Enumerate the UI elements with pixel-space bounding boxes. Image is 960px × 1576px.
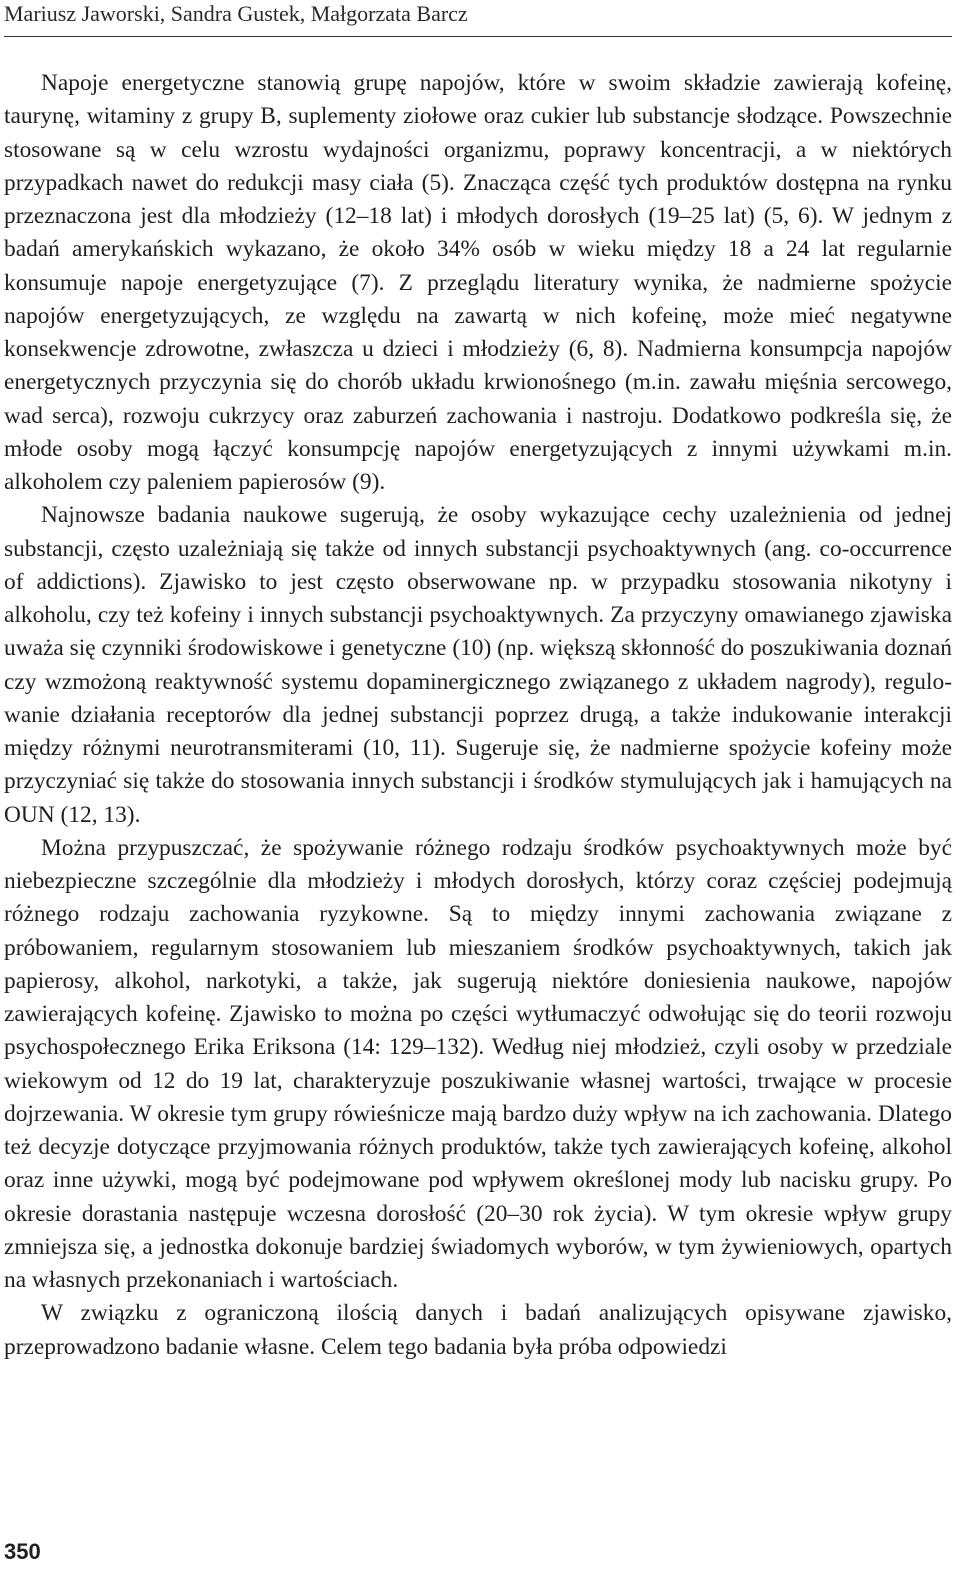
paragraph: Najnowsze badania naukowe sugerują, że osoby wykazujące cechy uzależnienia od jednej substancji, często uzależniają się także od innych substancji psychoaktywnych (ang. co-occurrence of addictions). Zjawisko to jest często obserwowane np. w przypadku stosowania nikotyny i alkoholu, czy też kofeiny i innych substancji psychoaktywnych. Za przyczyny omawianego zjawiska uważa się czynniki środowiskowe i genetyczne (10) (np. większą skłonność do poszukiwania doznań czy wzmożoną reaktywność systemu dopaminergicznego związanego z układem nagrody), regulowanie działania receptorów dla jednej substancji poprzez drugą, a także indukowanie interakcji między różnymi neurotransmiterami (10, 11). Sugeruje się, że nadmierne spożycie kofeiny może przyczyniać się także do stosowania innych substancji i środków stymulujących jak i hamujących na OUN (12, 13). bbox=[4, 502, 952, 828]
paragraph: W związku z ograniczoną ilością danych i badań analizujących opisywane zjawisko, przeprowadzono badanie własne. Celem tego badania była próba odpowiedzi bbox=[4, 1300, 952, 1360]
paragraph: Napoje energetyczne stanowią grupę napojów, które w swoim składzie zawierają kofeinę, taurynę, witaminy z grupy B, suplementy ziołowe oraz cukier lub substancje słodzące. Powszechnie stosowane są w celu wzrostu wydajności organizmu, poprawy koncentracji, a w niektórych przypadkach nawet do redukcji masy ciała (5). Znacząca część tych produktów dostępna na rynku przeznaczona jest dla młodzieży (12–18 lat) i młodych dorosłych (19–25 lat) (5, 6). W jednym z badań amerykańskich wykazano, że około 34% osób w wieku między 18 a 24 lat regularnie konsumuje napoje energetyzujące (7). Z przeglądu literatury wynika, że nadmierne spożycie napojów energetyzujących, ze względu na zawartą w nich kofeinę, może mieć negatywne konsekwencje zdrowotne, zwłaszcza u dzieci i młodzieży (6, 8). Nadmierna konsumpcja napojów energetycznych przyczynia się do chorób układu krwionośnego (m.in. zawału mięśnia sercowego, wad serca), rozwoju cukrzycy oraz zaburzeń zachowania i nastroju. Dodatkowo podkreśla się, że młode osoby mogą łączyć konsumpcję napojów energetyzujących z innymi używkami m.in. alkoholem czy paleniem papierosów (9). bbox=[4, 70, 952, 495]
page-number: 350 bbox=[4, 1539, 41, 1564]
running-head-authors: Mariusz Jaworski, Sandra Gustek, Małgorzata Barcz bbox=[4, 1, 468, 26]
header-rule bbox=[4, 36, 952, 37]
paragraph: Można przypuszczać, że spożywanie różnego rodzaju środków psychoaktywnych może być niebezpieczne szczególnie dla młodzieży i młodych dorosłych, którzy coraz częściej podejmują różnego rodzaju zachowania ryzykowne. Są to między innymi zachowania związane z próbowaniem, regularnym stosowaniem lub mieszaniem środków psychoaktywnych, takich jak papierosy, alkohol, narkotyki, a także, jak sugerują niektóre doniesienia naukowe, napojów zawierających kofeinę. Zjawisko to można po części wytłumaczyć odwołując się do teorii rozwoju psychospołecznego Erika Eriksona (14: 129–132). Według niej młodzież, czyli osoby w przedziale wiekowym od 12 do 19 lat, charakteryzuje poszukiwanie własnej wartości, trwające w procesie dojrzewania. W okresie tym grupy rówieśnicze mają bardzo duży wpływ na ich zachowania. Dlatego też decyzje dotyczące przyjmowania różnych produktów, także tych zawierających kofeinę, alkohol oraz inne używki, mogą być podejmowane pod wpływem określonej mody lub nacisku grupy. Po okresie dorastania następuje wczesna dorosłość (20–30 rok życia). W tym okresie wpływ grupy zmniejsza się, a jednostka dokonuje bardziej świadomych wyborów, w tym żywieniowych, opartych na własnych przekonaniach i wartościach. bbox=[4, 834, 952, 1293]
body-text bbox=[4, 67, 952, 1364]
